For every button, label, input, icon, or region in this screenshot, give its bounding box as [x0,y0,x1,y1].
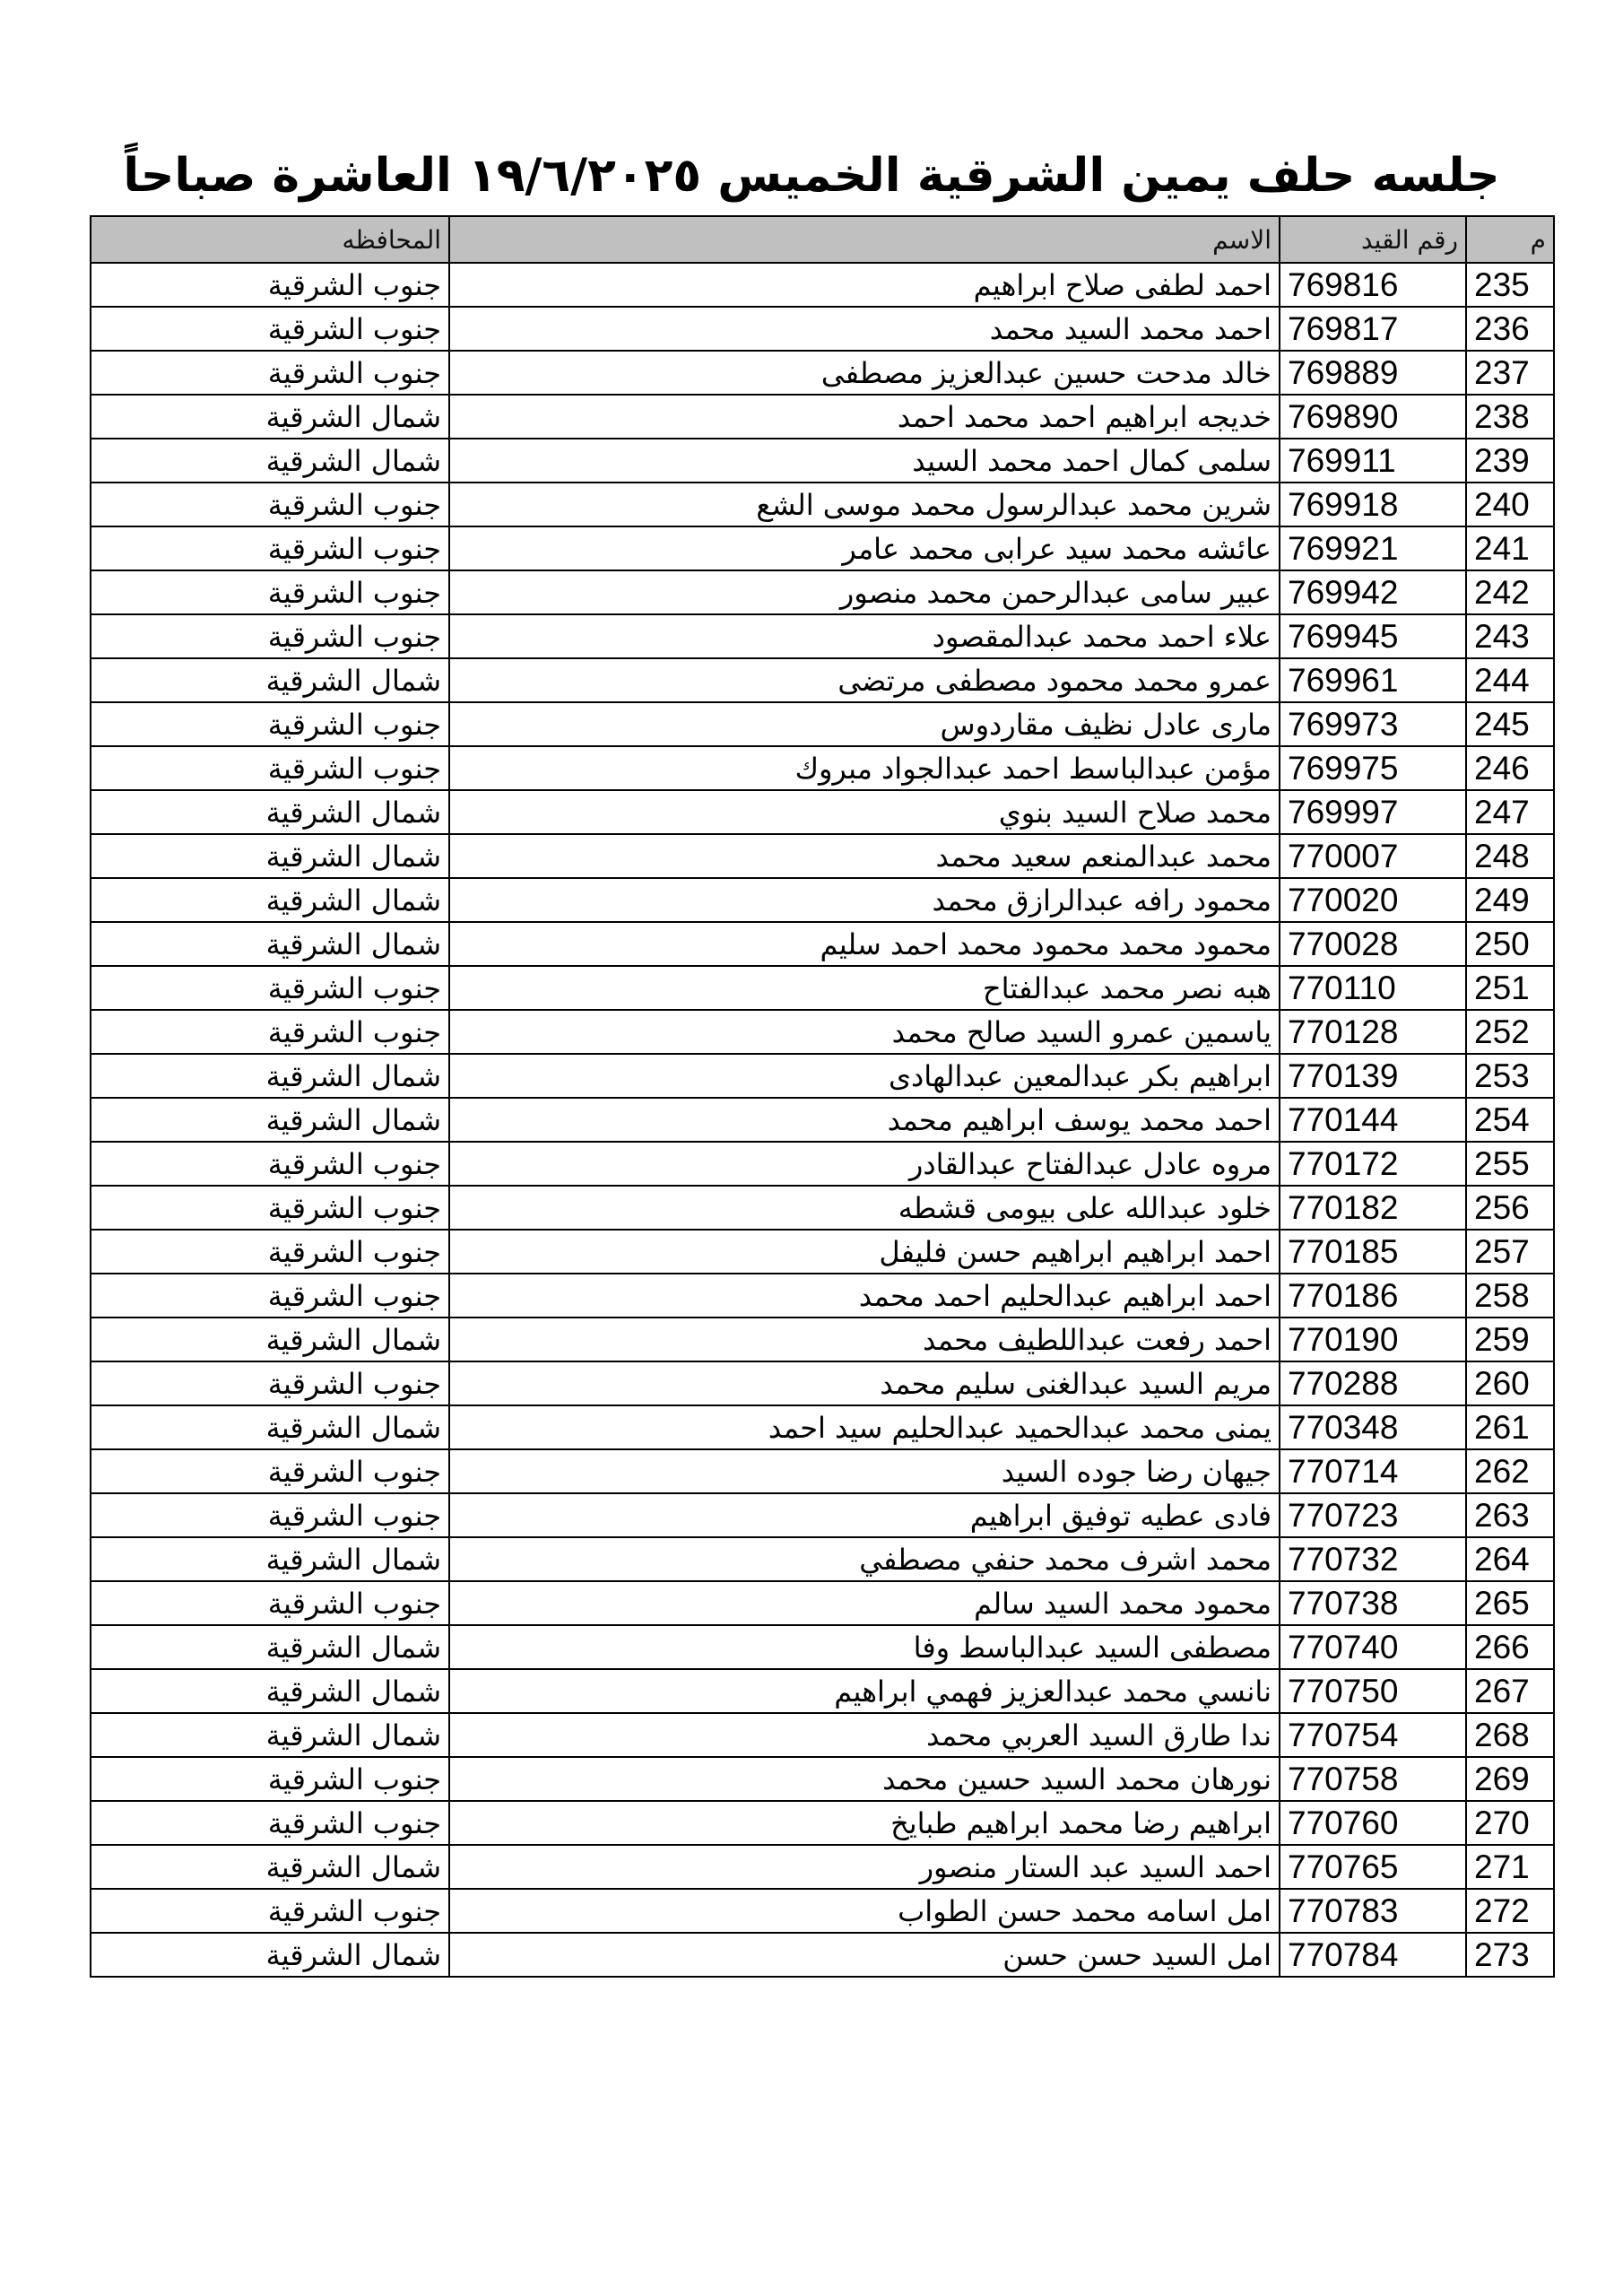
registration-number: 769942 [1280,570,1466,614]
person-name: محمد صلاح السيد بنوي [449,790,1280,834]
governorate: شمال الشرقية [91,439,449,483]
table-row [91,1361,1554,1405]
person-name: محمود رافه عبدالرازق محمد [449,878,1280,922]
person-name: احمد لطفى صلاح ابراهيم [449,263,1280,307]
person-name: مروه عادل عبدالفتاح عبدالقادر [449,1142,1280,1186]
row-number: 254 [1466,1098,1554,1142]
row-number: 238 [1466,395,1554,439]
row-number: 263 [1466,1493,1554,1537]
person-name: ندا طارق السيد العربي محمد [449,1713,1280,1757]
row-number: 244 [1466,658,1554,702]
row-number: 257 [1466,1230,1554,1274]
registration-number: 769890 [1280,395,1466,439]
table-row [91,526,1554,570]
registration-number: 770110 [1280,966,1466,1010]
registration-number: 770758 [1280,1757,1466,1801]
person-name: امل السيد حسن حسن [449,1933,1280,1977]
table-row [91,1274,1554,1318]
row-number: 240 [1466,483,1554,526]
governorate: شمال الشرقية [91,834,449,878]
person-name: خديجه ابراهيم احمد محمد احمد [449,395,1280,439]
header-governorate: المحافظه [91,216,449,263]
table-row [91,1449,1554,1493]
registration-number: 769945 [1280,614,1466,658]
registration-number: 770144 [1280,1098,1466,1142]
governorate: شمال الشرقية [91,790,449,834]
row-number: 265 [1466,1581,1554,1625]
row-number: 246 [1466,746,1554,790]
governorate: جنوب الشرقية [91,746,449,790]
registration-number: 770723 [1280,1493,1466,1537]
governorate: شمال الشرقية [91,1098,449,1142]
table-row [91,1230,1554,1274]
person-name: احمد ابراهيم ابراهيم حسن فليفل [449,1230,1280,1274]
person-name: احمد محمد يوسف ابراهيم محمد [449,1098,1280,1142]
governorate: شمال الشرقية [91,1845,449,1889]
registration-number: 769973 [1280,702,1466,746]
person-name: محمد اشرف محمد حنفي مصطفي [449,1537,1280,1581]
person-name: مصطفى السيد عبدالباسط وفا [449,1625,1280,1669]
registration-number: 770714 [1280,1449,1466,1493]
row-number: 237 [1466,351,1554,395]
table-row [91,790,1554,834]
person-name: احمد رفعت عبداللطيف محمد [449,1318,1280,1361]
governorate: جنوب الشرقية [91,614,449,658]
row-number: 258 [1466,1274,1554,1318]
person-name: نورهان محمد السيد حسين محمد [449,1757,1280,1801]
row-number: 273 [1466,1933,1554,1977]
row-number: 242 [1466,570,1554,614]
table-row [91,263,1554,307]
table-row [91,1801,1554,1845]
governorate: جنوب الشرقية [91,526,449,570]
row-number: 250 [1466,922,1554,966]
table-row [91,1537,1554,1581]
table-row [91,1318,1554,1361]
registration-number: 770760 [1280,1801,1466,1845]
table-row [91,1054,1554,1098]
table-row [91,439,1554,483]
governorate: جنوب الشرقية [91,483,449,526]
person-name: خلود عبدالله على بيومى قشطه [449,1186,1280,1230]
governorate: جنوب الشرقية [91,1186,449,1230]
governorate: شمال الشرقية [91,922,449,966]
row-number: 270 [1466,1801,1554,1845]
person-name: علاء احمد محمد عبدالمقصود [449,614,1280,658]
registration-number: 770784 [1280,1933,1466,1977]
person-name: احمد السيد عبد الستار منصور [449,1845,1280,1889]
person-name: عائشه محمد سيد عرابى محمد عامر [449,526,1280,570]
row-number: 247 [1466,790,1554,834]
person-name: ابراهيم بكر عبدالمعين عبدالهادى [449,1054,1280,1098]
table-body [91,263,1554,1977]
person-name: فادى عطيه توفيق ابراهيم [449,1493,1280,1537]
governorate: شمال الشرقية [91,395,449,439]
governorate: جنوب الشرقية [91,1010,449,1054]
governorate: جنوب الشرقية [91,570,449,614]
table-header [91,216,1554,263]
row-number: 245 [1466,702,1554,746]
registration-number: 770182 [1280,1186,1466,1230]
governorate: جنوب الشرقية [91,702,449,746]
governorate: جنوب الشرقية [91,351,449,395]
records-table [90,215,1555,1978]
registration-number: 770765 [1280,1845,1466,1889]
header-id: رقم القيد [1280,216,1466,263]
row-number: 235 [1466,263,1554,307]
row-number: 268 [1466,1713,1554,1757]
person-name: امل اسامه محمد حسن الطواب [449,1889,1280,1933]
governorate: جنوب الشرقية [91,1274,449,1318]
governorate: جنوب الشرقية [91,1449,449,1493]
registration-number: 770783 [1280,1889,1466,1933]
row-number: 259 [1466,1318,1554,1361]
table-row [91,1010,1554,1054]
table-row [91,1581,1554,1625]
registration-number: 770190 [1280,1318,1466,1361]
table-row [91,1405,1554,1449]
row-number: 260 [1466,1361,1554,1405]
table-row [91,702,1554,746]
registration-number: 770732 [1280,1537,1466,1581]
person-name: مؤمن عبدالباسط احمد عبدالجواد مبروك [449,746,1280,790]
governorate: جنوب الشرقية [91,1493,449,1537]
row-number: 248 [1466,834,1554,878]
governorate: شمال الشرقية [91,1933,449,1977]
row-number: 261 [1466,1405,1554,1449]
row-number: 239 [1466,439,1554,483]
table-row [91,1098,1554,1142]
registration-number: 769817 [1280,307,1466,351]
governorate: جنوب الشرقية [91,1361,449,1405]
person-name: محمود محمد السيد سالم [449,1581,1280,1625]
registration-number: 769961 [1280,658,1466,702]
registration-number: 769911 [1280,439,1466,483]
governorate: شمال الشرقية [91,1054,449,1098]
registration-number: 770028 [1280,922,1466,966]
registration-number: 769889 [1280,351,1466,395]
person-name: مارى عادل نظيف مقاردوس [449,702,1280,746]
row-number: 241 [1466,526,1554,570]
person-name: ياسمين عمرو السيد صالح محمد [449,1010,1280,1054]
governorate: شمال الشرقية [91,878,449,922]
registration-number: 770738 [1280,1581,1466,1625]
registration-number: 770185 [1280,1230,1466,1274]
table-row [91,1625,1554,1669]
registration-number: 770139 [1280,1054,1466,1098]
table-row [91,834,1554,878]
row-number: 269 [1466,1757,1554,1801]
table-row [91,1757,1554,1801]
governorate: جنوب الشرقية [91,1581,449,1625]
governorate: شمال الشرقية [91,1625,449,1669]
person-name: ابراهيم رضا محمد ابراهيم طبايخ [449,1801,1280,1845]
row-number: 264 [1466,1537,1554,1581]
person-name: يمنى محمد عبدالحميد عبدالحليم سيد احمد [449,1405,1280,1449]
person-name: مريم السيد عبدالغنى سليم محمد [449,1361,1280,1405]
table-row [91,614,1554,658]
table-row [91,1142,1554,1186]
table-row [91,1493,1554,1537]
row-number: 267 [1466,1669,1554,1713]
table-row [91,966,1554,1010]
row-number: 236 [1466,307,1554,351]
page-title: جلسه حلف يمين الشرقية الخميس ١٩/٦/٢٠٢٥ العاشرة صباحاً [123,149,1500,203]
row-number: 249 [1466,878,1554,922]
table-row [91,1713,1554,1757]
registration-number: 770288 [1280,1361,1466,1405]
table-row [91,1889,1554,1933]
row-number: 256 [1466,1186,1554,1230]
person-name: عمرو محمد محمود مصطفى مرتضى [449,658,1280,702]
table-row [91,658,1554,702]
registration-number: 769816 [1280,263,1466,307]
row-number: 271 [1466,1845,1554,1889]
governorate: شمال الشرقية [91,1713,449,1757]
governorate: جنوب الشرقية [91,263,449,307]
person-name: محمد عبدالمنعم سعيد محمد [449,834,1280,878]
row-number: 266 [1466,1625,1554,1669]
row-number: 243 [1466,614,1554,658]
governorate: جنوب الشرقية [91,1230,449,1274]
governorate: جنوب الشرقية [91,1801,449,1845]
table-row [91,395,1554,439]
table-row [91,483,1554,526]
registration-number: 770007 [1280,834,1466,878]
registration-number: 769918 [1280,483,1466,526]
row-number: 253 [1466,1054,1554,1098]
table-row [91,307,1554,351]
person-name: سلمى كمال احمد محمد السيد [449,439,1280,483]
table-row [91,922,1554,966]
governorate: شمال الشرقية [91,1318,449,1361]
registration-number: 770740 [1280,1625,1466,1669]
table-row [91,1669,1554,1713]
registration-number: 769997 [1280,790,1466,834]
governorate: جنوب الشرقية [91,1142,449,1186]
person-name: نانسي محمد عبدالعزيز فهمي ابراهيم [449,1669,1280,1713]
registration-number: 770172 [1280,1142,1466,1186]
registration-number: 770750 [1280,1669,1466,1713]
row-number: 251 [1466,966,1554,1010]
person-name: محمود محمد محمود محمد احمد سليم [449,922,1280,966]
governorate: شمال الشرقية [91,1537,449,1581]
person-name: هبه نصر محمد عبدالفتاح [449,966,1280,1010]
registration-number: 770348 [1280,1405,1466,1449]
governorate: جنوب الشرقية [91,966,449,1010]
governorate: جنوب الشرقية [91,307,449,351]
registration-number: 769921 [1280,526,1466,570]
registration-number: 770020 [1280,878,1466,922]
person-name: شرين محمد عبدالرسول محمد موسى الشع [449,483,1280,526]
table-row [91,746,1554,790]
table-row [91,1845,1554,1889]
person-name: عبير سامى عبدالرحمن محمد منصور [449,570,1280,614]
registration-number: 770754 [1280,1713,1466,1757]
governorate: جنوب الشرقية [91,1757,449,1801]
table-row [91,351,1554,395]
header-num: م [1466,216,1554,263]
governorate: جنوب الشرقية [91,1889,449,1933]
header-name: الاسم [449,216,1280,263]
governorate: شمال الشرقية [91,658,449,702]
table-row [91,1933,1554,1977]
person-name: احمد محمد السيد محمد [449,307,1280,351]
row-number: 252 [1466,1010,1554,1054]
person-name: جيهان رضا جوده السيد [449,1449,1280,1493]
table-row [91,570,1554,614]
row-number: 255 [1466,1142,1554,1186]
governorate: شمال الشرقية [91,1669,449,1713]
table-row [91,878,1554,922]
row-number: 272 [1466,1889,1554,1933]
governorate: شمال الشرقية [91,1405,449,1449]
registration-number: 770186 [1280,1274,1466,1318]
person-name: خالد مدحت حسين عبدالعزيز مصطفى [449,351,1280,395]
registration-number: 770128 [1280,1010,1466,1054]
table-row [91,1186,1554,1230]
row-number: 262 [1466,1449,1554,1493]
person-name: احمد ابراهيم عبدالحليم احمد محمد [449,1274,1280,1318]
header-row [91,216,1554,263]
registration-number: 769975 [1280,746,1466,790]
